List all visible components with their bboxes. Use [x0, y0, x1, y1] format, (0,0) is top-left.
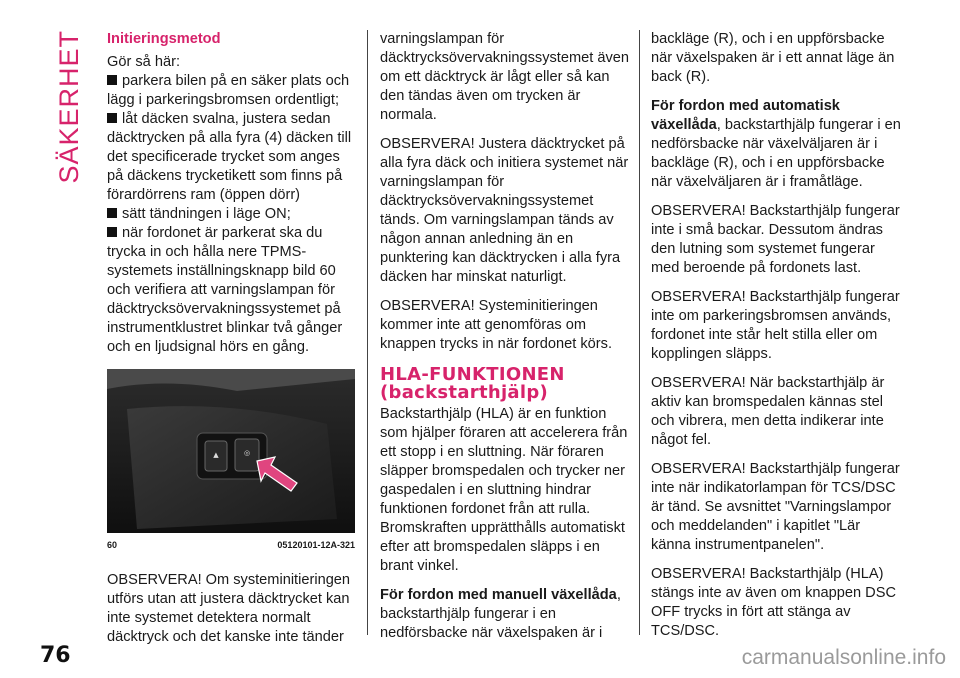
note-text: OBSERVERA! Om systeminitieringen utförs utan att justera däcktrycket kan inte systemet detektera normalt däcktryck och det kanske inte tänder	[107, 572, 351, 645]
svg-text:▲: ▲	[213, 451, 219, 459]
subsection-heading: Initieringsmetod	[107, 31, 221, 47]
svg-text:◎: ◎	[243, 449, 251, 457]
dashboard-switch-photo	[107, 369, 355, 533]
paragraph: OBSERVERA! Backstarthjälp fungerar inte om parkeringsbromsen används, fordonet inte står helt stilla eller om kopplingen släpps.	[651, 289, 900, 362]
column-divider	[367, 30, 368, 635]
bullet-square-icon	[107, 113, 117, 123]
paragraph: OBSERVERA! Justera däcktrycket på alla fyra däck och initiera systemet när varningslampan för däcktrycksövervakningssystemet tänds. Om varningslampan tänds av någon annan anledning än en punktering kan däcktrycken i alla fyra däcken har minskat naturligt.	[380, 136, 629, 285]
paragraph: Backstarthjälp (HLA) är en funktion som hjälper föraren att accelerera från ett stopp i en sluttning. När föraren släpper bromspedalen och trycker ner gaspedalen i en sluttning hindrar funktionen fordonet från att rulla. Bromskraften upprätthålls automatiskt efter att bromspedalen släpps i en brant vinkel.	[380, 406, 628, 574]
paragraph: För fordon med automatisk växellåda, backstarthjälp fungerar i en nedförsbacke när växelväljaren är i backläge (R), och i en uppförsbacke när växelväljaren är i framåtläge.	[651, 98, 901, 190]
figure-caption	[107, 536, 355, 555]
paragraph: OBSERVERA! När backstarthjälp är aktiv kan bromspedalen kännas stel och vibrera, men detta indikerar inte något fel.	[651, 375, 885, 448]
bullet-square-icon	[107, 75, 117, 85]
bullet-square-icon	[107, 227, 117, 237]
figure-number: 60	[107, 540, 118, 550]
page-number: 76	[40, 643, 71, 668]
figure-60	[107, 369, 355, 555]
bullet-item: när fordonet är parkerat ska du trycka in och hålla nere TPMS-systemets inställningsknapp bild 60 och verifiera att varningslampan för däcktrycksövervakningssystemet på instrumentklustret blinkar två gånger och en ljudsignal hörs en gång.	[107, 225, 343, 355]
bullet-item: parkera bilen på en säker plats och lägg i parkeringsbromsen ordentligt;	[107, 73, 350, 108]
watermark: carmanualsonline.info	[741, 646, 946, 669]
paragraph: varningslampan för däcktrycksövervakningssystemet även om ett däcktryck är lågt eller så kan den tändas även om trycken är normala.	[380, 31, 630, 123]
paragraph: OBSERVERA! Backstarthjälp fungerar inte när indikatorlampan för TCS/DSC är tänd. Se avsnittet "Varningslampor och meddelanden" i kapitlet "Lär känna instrumentpanelen".	[651, 461, 900, 553]
bullet-item: låt däcken svalna, justera sedan däcktrycken på alla fyra (4) däcken till det specificerade trycket som anges på däckens trycketikett som finns på förardörrens ram (öppen dörr)	[107, 111, 352, 203]
bullet-item: sätt tändningen i läge ON;	[107, 205, 355, 224]
paragraph: För fordon med manuell växellåda, backstarthjälp fungerar i en nedförsbacke när växelspaken är i	[380, 587, 621, 641]
intro-text: Gör så här:	[107, 54, 180, 70]
bullet-square-icon	[107, 208, 117, 218]
column-2	[380, 30, 630, 653]
paragraph: OBSERVERA! Backstarthjälp (HLA) stängs inte av även om knappen DSC OFF trycks in fört att stänga av TCS/DSC.	[651, 566, 896, 639]
column-3	[651, 30, 903, 651]
paragraph: OBSERVERA! Backstarthjälp fungerar inte i små backar. Dessutom ändras den lutning som systemet fungerar med beroende på fordonets last.	[651, 203, 900, 276]
column-divider	[639, 30, 640, 635]
column-1	[107, 30, 355, 657]
paragraph: OBSERVERA! Systeminitieringen kommer inte att genomföras om knappen trycks in när fordonet körs.	[380, 298, 612, 352]
section-title: SÄKERHET	[54, 30, 84, 184]
paragraph: backläge (R), och i en uppförsbacke när växelspaken är i ett annat läge än back (R).	[651, 31, 895, 85]
figure-code: 05120101-12A-321	[277, 540, 355, 550]
section-heading: HLA-FUNKTIONEN (backstarthjälp)	[380, 364, 565, 403]
